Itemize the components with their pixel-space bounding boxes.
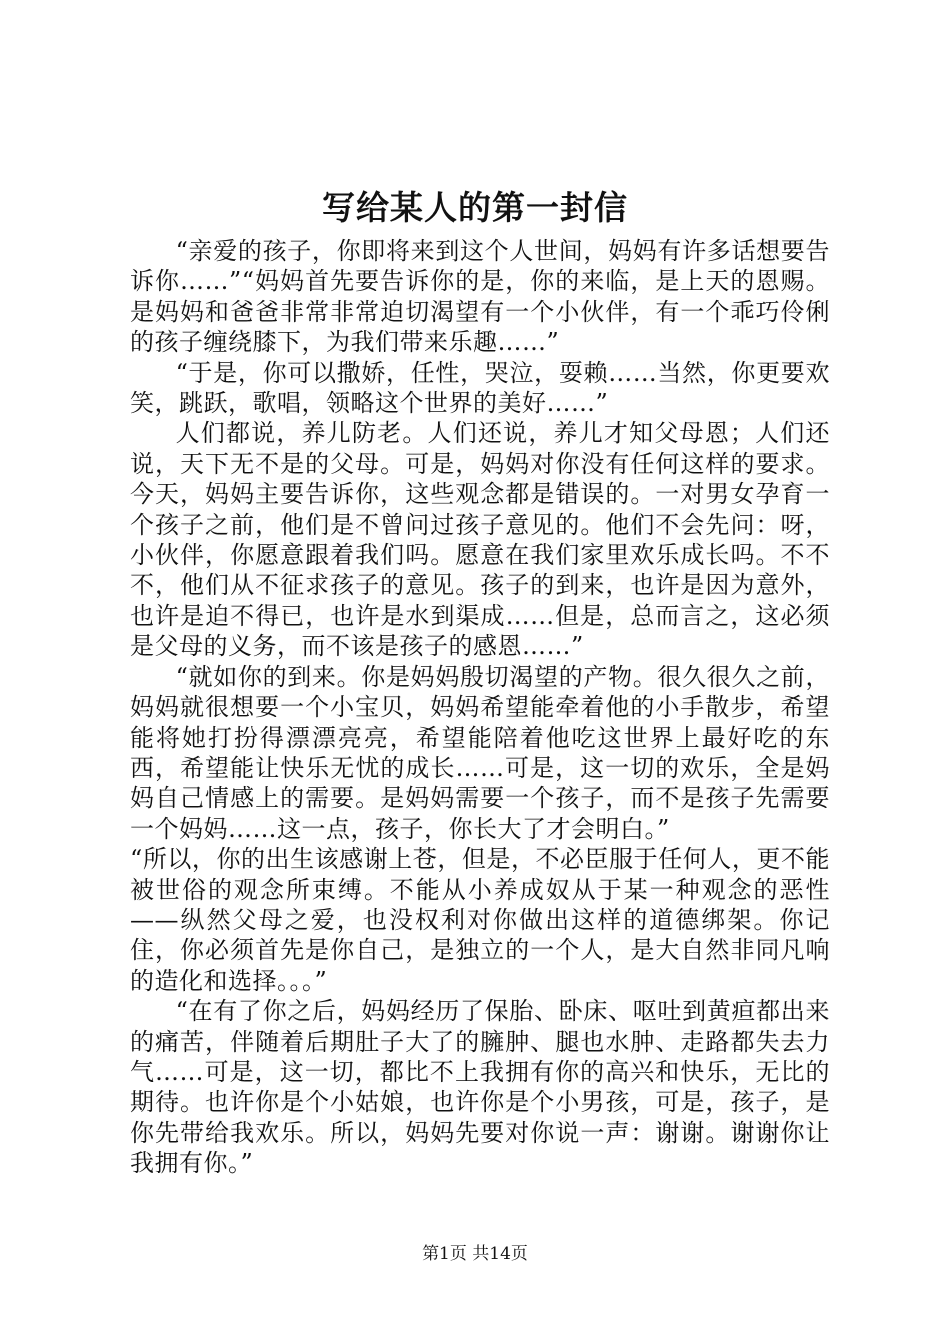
document-body bbox=[130, 236, 830, 1179]
paragraph-6: “在有了你之后，妈妈经历了保胎、卧床、呕吐到黄疸都出来的痛苦，伴随着后期肚子大了的臃肿、腿也水肿、走路都失去力气……可是，这一切，都比不上我拥有你的高兴和快乐，无比的期待。也许你是个小姑娘，也许你是个小男孩，可是，孩子，是你先带给我欢乐。所以，妈妈先要对你说一声：谢谢。谢谢你让我拥有你。” bbox=[130, 997, 830, 1178]
paragraph-5: “所以，你的出生该感谢上苍，但是，不必臣服于任何人，更不能被世俗的观念所束缚。不能从小养成奴从于某一种观念的恶性——纵然父母之爱，也没权利对你做出这样的道德绑架。你记住，你必须首先是你自己，是独立的一个人，是大自然非同凡响的造化和选择。。。” bbox=[130, 845, 830, 995]
paragraph-3: 人们都说，养儿防老。人们还说，养儿才知父母恩；人们还说，天下无不是的父母。可是，妈妈对你没有任何这样的要求。今天，妈妈主要告诉你，这些观念都是错误的。一对男女孕育一个孩子之前，他们是不曾问过孩子意见的。他们不会先问：呀，小伙伴，你愿意跟着我们吗。愿意在我们家里欢乐成长吗。不不不，他们从不征求孩子的意见。孩子的到来，也许是因为意外，也许是迫不得已，也许是水到渠成……但是，总而言之，这必须是父母的义务，而不该是孩子的感恩……” bbox=[130, 419, 830, 661]
page-footer: 第1页 共14页 bbox=[422, 1244, 528, 1264]
paragraph-2: “于是，你可以撒娇，任性，哭泣，耍赖……当然，你更要欢笑，跳跃，歌唱，领略这个世界的美好……” bbox=[130, 358, 830, 418]
paragraph-4: “就如你的到来。你是妈妈殷切渴望的产物。很久很久之前，妈妈就很想要一个小宝贝，妈妈希望能牵着他的小手散步，希望能将她打扮得漂漂亮亮，希望能陪着他吃这世界上最好吃的东西，希望能让快乐无忧的成长……可是，这一切的欢乐，全是妈妈自己情感上的需要。是妈妈需要一个孩子，而不是孩子先需要一个妈妈……这一点，孩子，你长大了才会明白。” bbox=[130, 662, 830, 843]
document-title: 写给某人的第一封信 bbox=[322, 188, 628, 227]
paragraph-1: “亲爱的孩子，你即将来到这个人世间，妈妈有许多话想要告诉你……”“妈妈首先要告诉你的是，你的来临，是上天的恩赐。是妈妈和爸爸非常非常迫切渴望有一个小伙伴，有一个乖巧伶俐的孩子缠绕膝下，为我们带来乐趣……” bbox=[130, 237, 830, 357]
